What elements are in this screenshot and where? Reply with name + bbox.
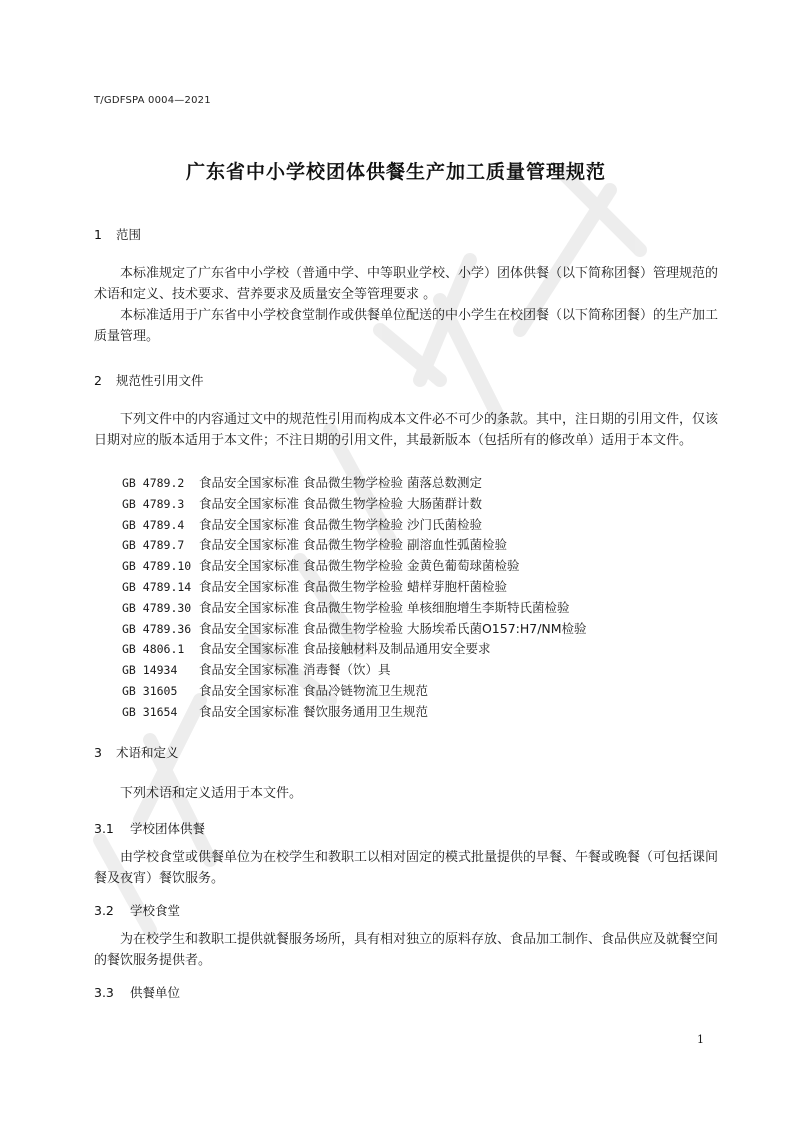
reference-item: GB 31654 食品安全国家标准 餐饮服务通用卫生规范	[122, 703, 428, 719]
section-2-heading	[94, 371, 204, 389]
reference-item: GB 4789.7 食品安全国家标准 食品微生物学检验 副溶血性弧菌检验	[122, 537, 507, 553]
subsection-number: 3.3	[94, 985, 114, 1000]
subsection-number: 3.2	[94, 903, 114, 918]
document-code: T/GDFSPA 0004—2021	[94, 95, 211, 106]
subsection-3-2-heading	[94, 901, 180, 919]
reference-item: GB 14934 食品安全国家标准 消毒餐（饮）具	[122, 662, 391, 678]
paragraph: 下列术语和定义适用于本文件。	[120, 786, 303, 801]
section-title: 规范性引用文件	[116, 373, 204, 388]
reference-item: GB 4789.2 食品安全国家标准 食品微生物学检验 菌落总数测定	[122, 475, 482, 490]
subsection-3-1-heading	[94, 819, 205, 837]
section-number: 3	[94, 745, 102, 760]
reference-item: GB 4789.3 食品安全国家标准 食品微生物学检验 大肠菌群计数	[122, 495, 482, 511]
section-3-heading	[94, 743, 179, 761]
reference-item: GB 4789.4 食品安全国家标准 食品微生物学检验 沙门氏菌检验	[122, 516, 482, 532]
subsection-title: 学校食堂	[130, 903, 181, 918]
section-title: 术语和定义	[116, 745, 179, 760]
section-1-heading	[94, 225, 141, 243]
paragraph: 本标准规定了广东省中小学校（普通中学、中等职业学校、小学）团体供餐（以下简称团餐）管理规范的术语和定义、技术要求、营养要求及质量安全等管理要求 。	[94, 266, 719, 302]
reference-item: GB 4806.1 食品安全国家标准 食品接触材料及制品通用安全要求	[122, 641, 491, 657]
reference-item: GB 4789.14 食品安全国家标准 食品微生物学检验 蜡样芽胞杆菌检验	[122, 578, 507, 594]
document-title: 广东省中小学校团体供餐生产加工质量管理规范	[185, 161, 606, 183]
reference-item: GB 4789.30 食品安全国家标准 食品微生物学检验 单核细胞增生李斯特氏菌检验	[122, 599, 570, 615]
paragraph: 为在校学生和教职工提供就餐服务场所，具有相对独立的原料存放、食品加工制作、食品供应及就餐空间的餐饮服务提供者。	[94, 932, 719, 968]
reference-list	[122, 473, 722, 723]
reference-item: GB 4789.10 食品安全国家标准 食品微生物学检验 金黄色葡萄球菌检验	[122, 558, 520, 574]
section-title: 范围	[116, 227, 142, 242]
paragraph: 由学校食堂或供餐单位为在校学生和教职工以相对固定的模式批量提供的早餐、午餐或晚餐（可包括课间餐及夜宵）餐饮服务。	[94, 850, 719, 886]
section-number: 1	[94, 227, 102, 242]
section-number: 2	[94, 373, 102, 388]
subsection-title: 供餐单位	[130, 985, 181, 1000]
reference-item: GB 31605 食品安全国家标准 食品冷链物流卫生规范	[122, 682, 428, 698]
paragraph: 本标准适用于广东省中小学校食堂制作或供餐单位配送的中小学生在校团餐（以下简称团餐）的生产加工质量管理。	[94, 308, 719, 344]
subsection-number: 3.1	[94, 821, 114, 836]
subsection-title: 学校团体供餐	[130, 821, 206, 836]
page-number: 1	[697, 1033, 704, 1046]
paragraph: 下列文件中的内容通过文中的规范性引用而构成本文件必不可少的条款。其中，注日期的引用文件，仅该日期对应的版本适用于本文件；不注日期的引用文件，其最新版本（包括所有的修改单）适用于本文件。	[94, 412, 719, 448]
subsection-3-3-heading	[94, 983, 180, 1001]
reference-item: GB 4789.36 食品安全国家标准 食品微生物学检验 大肠埃希氏菌O157:H7/NM检验	[122, 620, 587, 636]
